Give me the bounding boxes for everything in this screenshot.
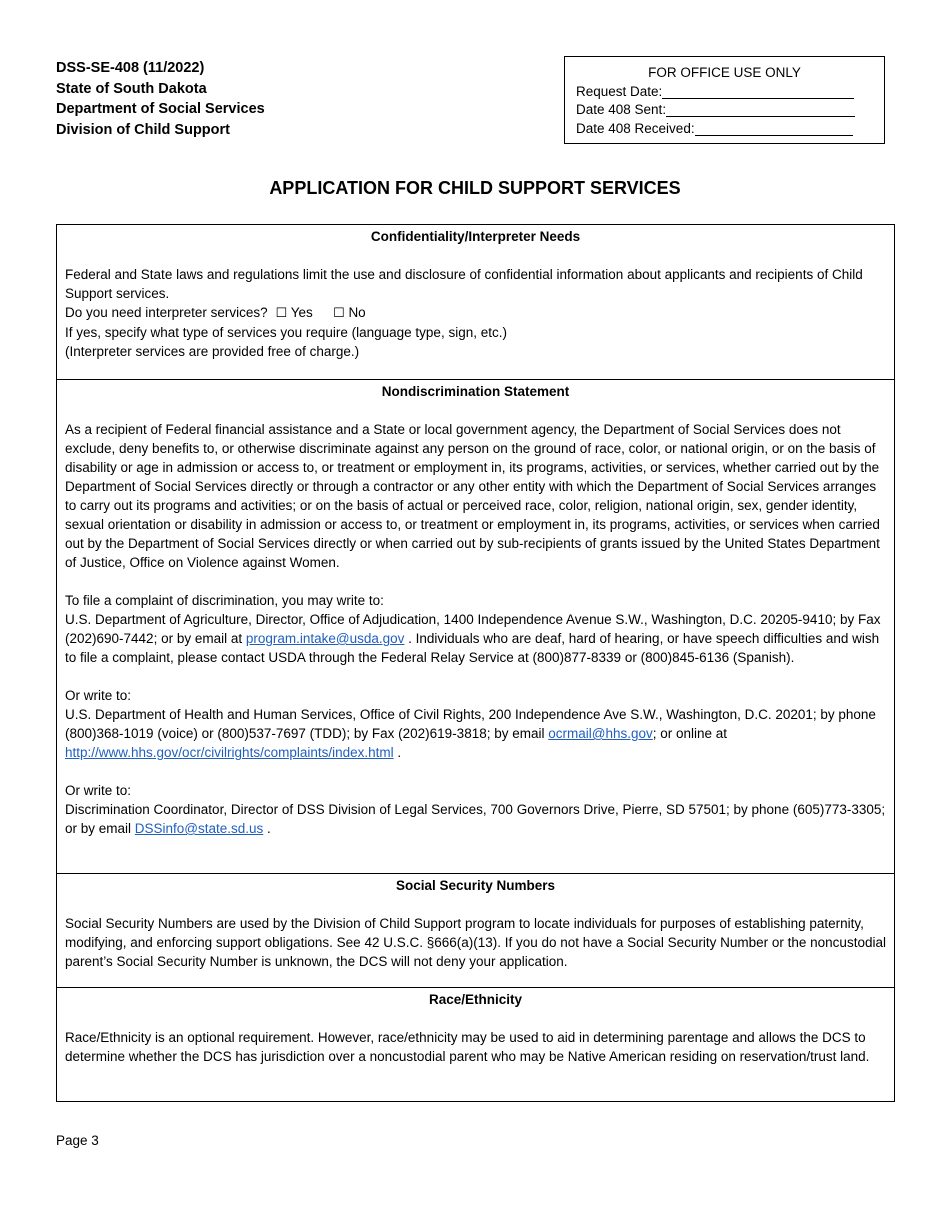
race-ethnicity-heading: Race/Ethnicity bbox=[428, 992, 523, 1007]
or-write-to-1: Or write to: bbox=[65, 688, 132, 703]
nondiscrimination-section bbox=[57, 379, 894, 873]
state-name: State of South Dakota bbox=[56, 80, 207, 97]
dss-email-link[interactable]: DSSinfo@state.sd.us bbox=[134, 821, 264, 836]
interpreter-question-row bbox=[65, 303, 886, 323]
date-received-field[interactable] bbox=[695, 120, 853, 136]
interpreter-specify: If yes, specify what type of services you require (language type, sign, etc.) bbox=[65, 325, 507, 340]
confidentiality-section bbox=[57, 225, 894, 379]
interpreter-free-note: (Interpreter services are provided free of charge.) bbox=[65, 344, 360, 359]
hhs-contact bbox=[65, 705, 886, 762]
ssn-body: Social Security Numbers are used by the Division of Child Support program to locate individuals for purposes of establishing paternity, modifying, and enforcing support obligations. See 42 U.S.C. §666(a)(13). If you do not have a Social Security Number or the noncustodial parent’s Social Security Number is unknown, the DCS will not deny your application. bbox=[65, 916, 886, 969]
yes-checkbox[interactable]: ☐ bbox=[271, 306, 288, 321]
usda-text-2: . Individuals who are deaf, hard of hearing, or have speech difficulties and wish to file a complaint, please contact USDA through the Federal Relay Service at (800)877-8339 or (800)845-6136 (Spanish). bbox=[65, 631, 880, 665]
office-use-title: FOR OFFICE USE ONLY bbox=[648, 65, 801, 80]
dss-text-1: Discrimination Coordinator, Director of DSS Division of Legal Services, 700 Governors Drive, Pierre, SD 57501; by phone (605)773-3305; or by email bbox=[65, 802, 886, 836]
confidentiality-body: Federal and State laws and regulations limit the use and disclosure of confidential information about applicants and recipients of Child Support services. bbox=[65, 267, 863, 301]
interpreter-question: Do you need interpreter services? bbox=[65, 305, 268, 320]
ssn-heading: Social Security Numbers bbox=[395, 878, 556, 893]
complaint-intro: To file a complaint of discrimination, you may write to: bbox=[65, 593, 384, 608]
no-checkbox[interactable]: ☐ bbox=[316, 306, 345, 321]
no-label: No bbox=[348, 305, 366, 320]
yes-label: Yes bbox=[290, 305, 313, 320]
hhs-text-3: . bbox=[393, 745, 402, 760]
usda-contact bbox=[65, 610, 886, 667]
dss-text-2: . bbox=[263, 821, 271, 836]
request-date-row bbox=[565, 83, 884, 102]
page-title: APPLICATION FOR CHILD SUPPORT SERVICES bbox=[269, 178, 681, 198]
office-use-box bbox=[564, 56, 885, 144]
dss-contact bbox=[65, 800, 886, 838]
hhs-text-2: ; or online at bbox=[652, 726, 728, 741]
race-ethnicity-body: Race/Ethnicity is an optional requirement. However, race/ethnicity may be used to aid in determining parentage and allows the DCS to determine whether the DCS has jurisdiction over a noncustodial parent who may be Native American residing on reservation/trust land. bbox=[65, 1030, 870, 1064]
confidentiality-heading: Confidentiality/Interpreter Needs bbox=[370, 229, 581, 244]
or-write-to-2: Or write to: bbox=[65, 783, 132, 798]
usda-email-link[interactable]: program.intake@usda.gov bbox=[245, 631, 405, 646]
division-name: Division of Child Support bbox=[56, 121, 230, 138]
hhs-text-1: U.S. Department of Health and Human Services, Office of Civil Rights, 200 Independence Ave S.W., Washington, D.C. 20201; by phone (800)368-1019 (voice) or (800)537-7697 (TDD); by Fax (202)619-3818; by email bbox=[65, 707, 876, 741]
hhs-url-link[interactable]: http://www.hhs.gov/ocr/civilrights/complaints/index.html bbox=[65, 745, 394, 760]
agency-header bbox=[56, 58, 265, 140]
request-date-field[interactable] bbox=[662, 83, 854, 99]
department-name: Department of Social Services bbox=[56, 101, 265, 117]
form-number: DSS-SE-408 (11/2022) bbox=[56, 60, 205, 76]
date-received-label: Date 408 Received: bbox=[576, 120, 695, 136]
page-number: Page 3 bbox=[56, 1133, 99, 1148]
information-sections bbox=[56, 224, 895, 1102]
date-sent-label: Date 408 Sent: bbox=[576, 102, 667, 117]
date-received-row bbox=[565, 120, 884, 139]
request-date-label: Request Date: bbox=[576, 83, 663, 99]
date-sent-row bbox=[565, 101, 884, 120]
race-ethnicity-section bbox=[57, 987, 894, 1101]
nondiscrimination-heading: Nondiscrimination Statement bbox=[381, 384, 570, 399]
usda-text-1: U.S. Department of Agriculture, Director, Office of Adjudication, 1400 Independence Avenue S.W., Washington, D.C. 20205-9410; by Fax (202)690-7442; or by email at bbox=[65, 612, 881, 646]
date-sent-field[interactable] bbox=[666, 101, 855, 117]
ssn-section bbox=[57, 873, 894, 987]
nondiscrimination-body: As a recipient of Federal financial assistance and a State or local government agency, the Department of Social Services does not exclude, deny benefits to, or otherwise discriminate against any person on the ground of race, color, or national origin, or on the basis of disability or age in admission or access to, or treatment or employment in, its programs, activities, or services, whether carried out by the Department of Social Services directly or through a contractor or any other entity with which the Department of Social Services arranges to carry out its programs and activities; or on the basis of actual or perceived race, color, religion, national origin, sex, gender identity, sexual orientation or disability in admission or access to, or treatment or employment in, its programs, activities, or services when carried out by the Department of Social Services directly or when carried out by sub-recipients of grants issued by the United States Department of Justice, Office on Violence against Women. bbox=[65, 422, 880, 570]
hhs-email-link[interactable]: ocrmail@hhs.gov bbox=[548, 726, 653, 741]
